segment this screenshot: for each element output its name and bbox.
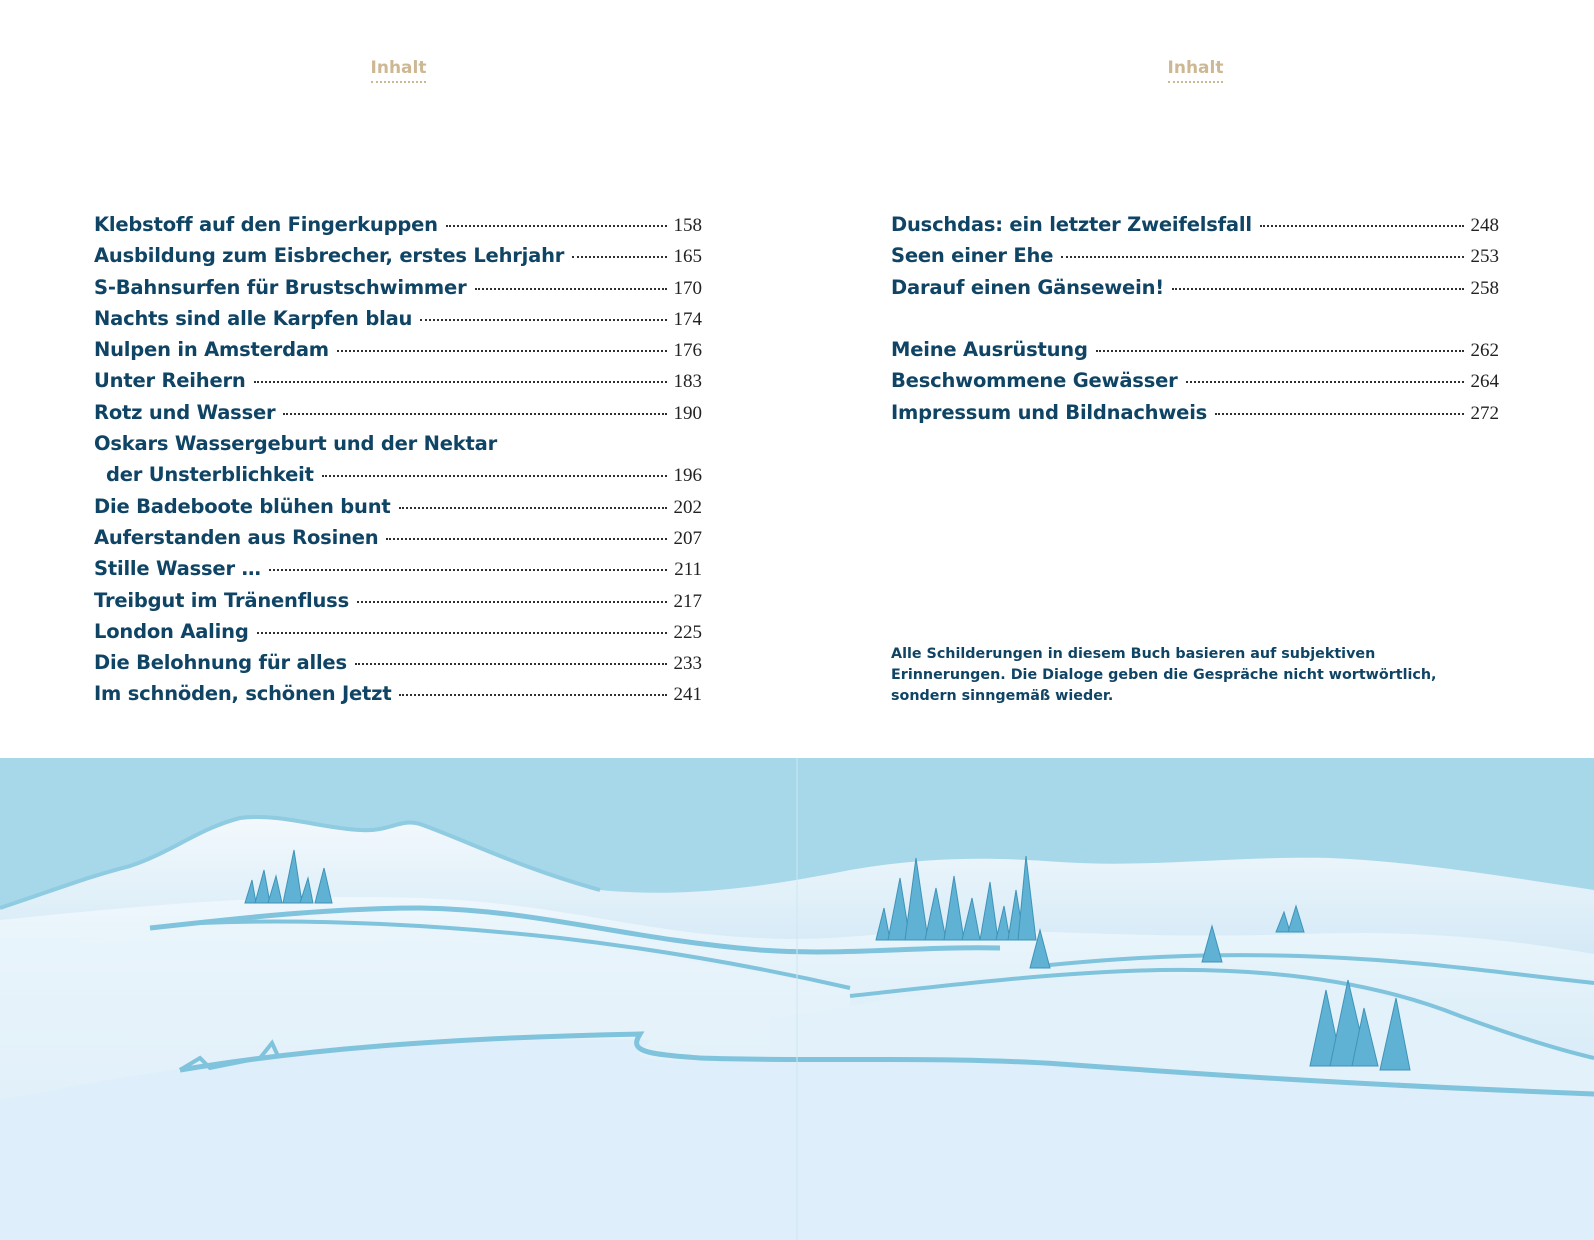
toc-entry-title: Nulpen in Amsterdam <box>94 338 329 362</box>
leader-dots <box>420 318 667 321</box>
toc-entry[interactable] <box>94 428 702 459</box>
toc-entry-page: 253 <box>1470 246 1499 268</box>
toc-right <box>891 209 1499 428</box>
toc-entry-title: Die Belohnung für alles <box>94 651 347 675</box>
leader-dots <box>322 474 667 477</box>
left-header-title: Inhalt <box>371 58 427 83</box>
toc-entry-title: S-Bahnsurfen für Brustschwimmer <box>94 275 467 299</box>
toc-entry-title: Ausbildung zum Eisbrecher, erstes Lehrjahr <box>94 244 565 268</box>
toc-entry-title: Impressum und Bildnachweis <box>891 400 1208 424</box>
right-header-title: Inhalt <box>1168 58 1224 83</box>
toc-entry[interactable] <box>94 553 702 584</box>
toc-entry[interactable] <box>94 334 702 365</box>
toc-entry-page: 170 <box>673 277 702 299</box>
toc-entry[interactable] <box>94 303 702 334</box>
leader-dots <box>254 380 667 383</box>
toc-entry-title: der Unsterblichkeit <box>106 463 314 487</box>
right-header <box>797 58 1594 78</box>
leader-dots <box>399 693 667 696</box>
toc-entry-page: 202 <box>673 496 702 518</box>
landscape-svg <box>0 758 1594 1240</box>
toc-entry-title: Stille Wasser … <box>94 557 261 581</box>
disclaimer-note: Alle Schilderungen in diesem Buch basieren auf subjektiven Erinnerungen. Die Dialoge geben die Gespräche nicht wortwörtlich, sondern sinngemäß wieder. <box>891 646 1437 704</box>
toc-entry-title: London Aaling <box>94 619 249 643</box>
leader-dots <box>399 506 667 509</box>
toc-entry[interactable] <box>94 522 702 553</box>
toc-entry-title: Beschwommene Gewässer <box>891 369 1178 393</box>
toc-entry-page: 158 <box>673 215 702 236</box>
toc-entry[interactable] <box>94 459 702 490</box>
leader-dots <box>269 568 667 571</box>
toc-entry-page: 174 <box>673 308 702 330</box>
leader-dots <box>283 412 667 415</box>
toc-entry-page: 176 <box>673 340 702 362</box>
toc-entry[interactable] <box>891 209 1499 240</box>
leader-dots <box>357 600 667 603</box>
toc-entry-title: Darauf einen Gänsewein! <box>891 275 1164 299</box>
leader-dots <box>1186 380 1464 383</box>
toc-entry[interactable] <box>94 209 702 240</box>
toc-entry[interactable] <box>94 647 702 678</box>
toc-entry-page: 190 <box>673 402 702 424</box>
toc-entry-title: Treibgut im Tränenfluss <box>94 588 349 612</box>
toc-entry-page: 165 <box>673 246 702 268</box>
toc-entry[interactable] <box>891 272 1499 303</box>
toc-entry-title: Die Badeboote blühen bunt <box>94 494 391 518</box>
toc-entry[interactable] <box>891 240 1499 271</box>
toc-entry[interactable] <box>94 240 702 271</box>
toc-entry-page: 183 <box>673 371 702 393</box>
toc-entry[interactable] <box>94 491 702 522</box>
toc-entry[interactable] <box>94 397 702 428</box>
toc-entry-title: Nachts sind alle Karpfen blau <box>94 306 413 330</box>
toc-entry[interactable] <box>94 616 702 647</box>
leader-dots <box>1215 412 1464 415</box>
toc-entry[interactable] <box>94 585 702 616</box>
toc-entry-page: 258 <box>1470 277 1499 299</box>
toc-entry-title: Meine Ausrüstung <box>891 338 1088 362</box>
left-header <box>0 58 797 78</box>
toc-entry-title: Oskars Wassergeburt und der Nektar <box>94 432 498 456</box>
leader-dots <box>1061 255 1464 258</box>
toc-entry[interactable] <box>94 678 702 709</box>
toc-entry-page: 207 <box>673 527 702 549</box>
toc-entry-page: 196 <box>673 465 702 487</box>
toc-entry-page: 241 <box>673 684 702 706</box>
leader-dots <box>1172 287 1464 290</box>
toc-entry-page: 233 <box>673 653 702 675</box>
toc-entry-page: 262 <box>1470 340 1499 362</box>
toc-entry[interactable] <box>891 397 1499 428</box>
toc-spacer <box>891 303 1499 334</box>
toc-entry[interactable] <box>94 272 702 303</box>
leader-dots <box>257 631 667 634</box>
leader-dots <box>572 255 667 258</box>
toc-entry[interactable] <box>94 365 702 396</box>
toc-left <box>94 209 702 710</box>
leader-dots <box>475 287 668 290</box>
leader-dots <box>355 662 667 665</box>
toc-entry-page: 217 <box>673 590 702 612</box>
toc-entry-page: 225 <box>673 621 702 643</box>
leader-dots <box>337 349 667 352</box>
leader-dots <box>446 224 667 227</box>
toc-entry[interactable] <box>891 365 1499 396</box>
toc-entry-title: Unter Reihern <box>94 369 246 393</box>
toc-entry-title: Rotz und Wasser <box>94 400 276 424</box>
toc-entry-page: 211 <box>674 559 702 581</box>
leader-dots <box>1096 349 1464 352</box>
toc-entry-title: Seen einer Ehe <box>891 244 1054 268</box>
toc-entry-title: Im schnöden, schönen Jetzt <box>94 682 392 706</box>
toc-entry-title: Duschdas: ein letzter Zweifelsfall <box>891 213 1252 236</box>
toc-entry[interactable] <box>891 334 1499 365</box>
toc-entry-page: 248 <box>1470 215 1499 236</box>
toc-entry-page: 272 <box>1470 402 1499 424</box>
leader-dots <box>1260 224 1464 227</box>
winter-landscape-illustration <box>0 758 1594 1240</box>
toc-entry-page: 264 <box>1470 371 1499 393</box>
toc-entry-title: Klebstoff auf den Fingerkuppen <box>94 213 438 236</box>
toc-entry-title: Auferstanden aus Rosinen <box>94 525 379 549</box>
leader-dots <box>386 537 667 540</box>
